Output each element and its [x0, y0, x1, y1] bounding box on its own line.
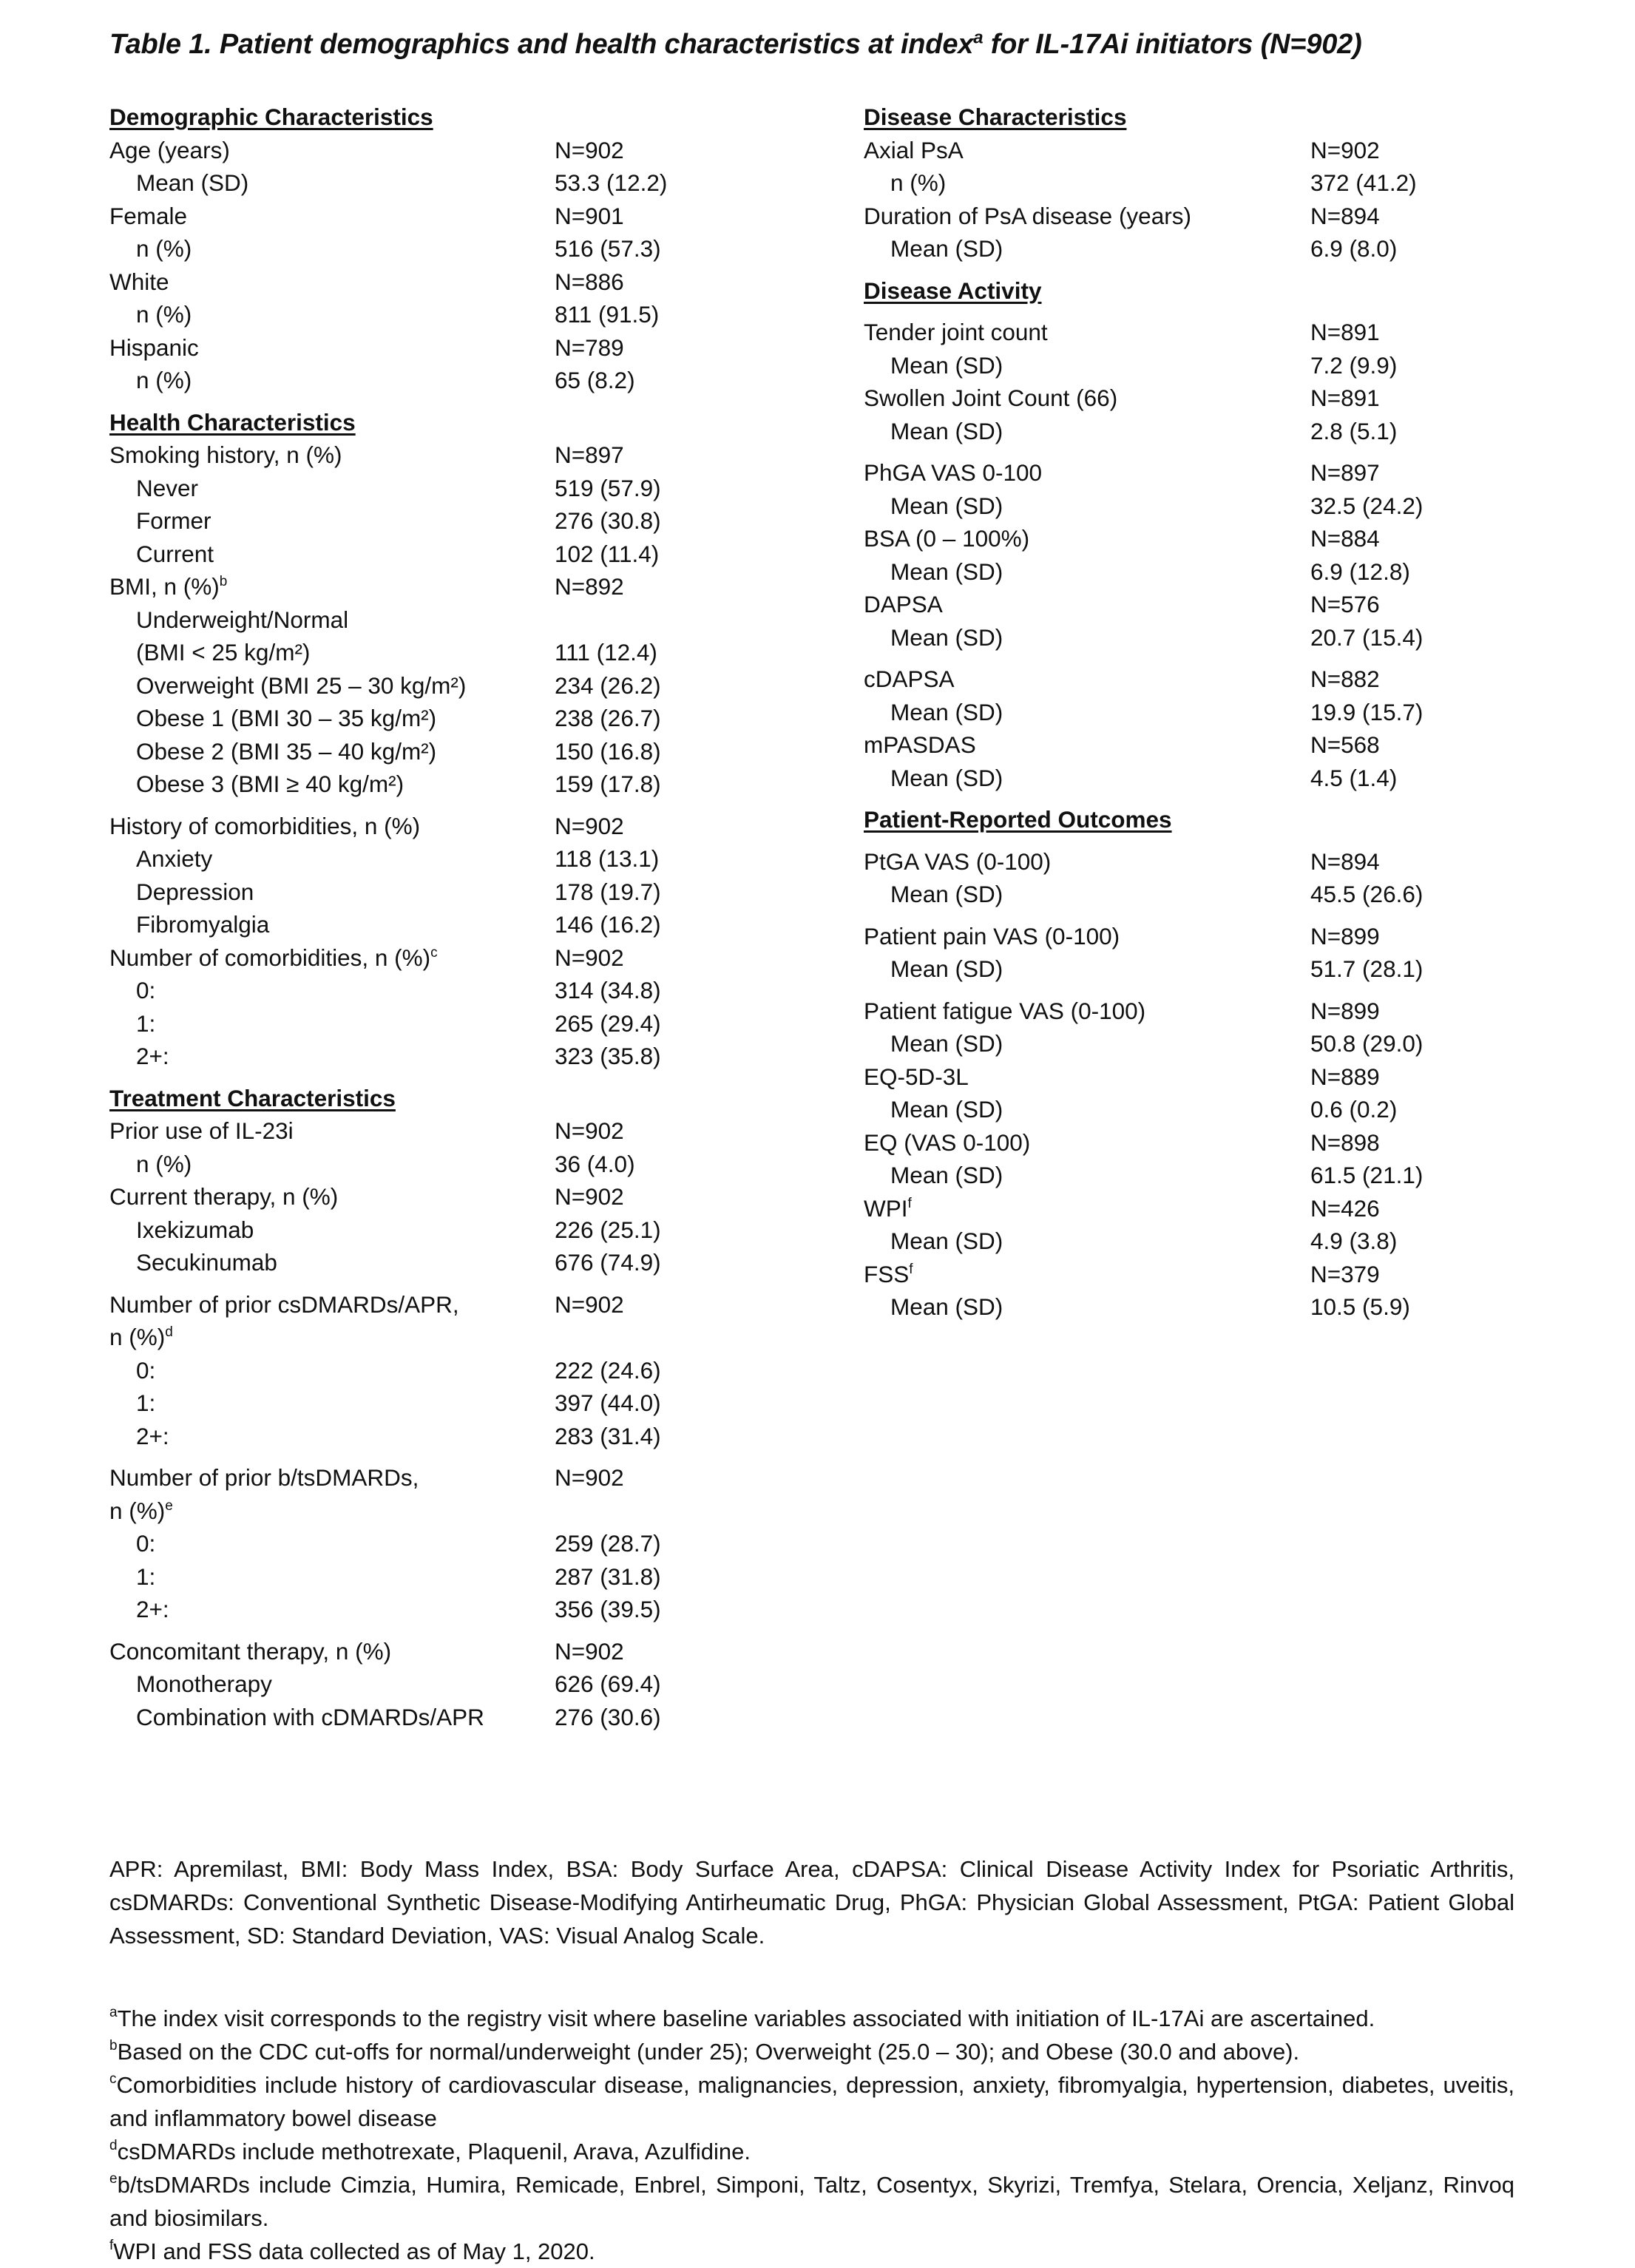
table-row: [864, 1093, 1603, 1126]
row-label: 2+:: [136, 1043, 169, 1069]
row-label: Number of prior b/tsDMARDs,: [109, 1464, 419, 1491]
footnote-text: Comorbidities include history of cardiovascular disease, malignancies, depression, anxiety, fibromyalgia, hypertension, diabetes, uveitis, and inflammatory bowel disease: [109, 2072, 1514, 2131]
table-row: [109, 1114, 849, 1148]
row-label: n (%): [136, 1150, 192, 1177]
row-label: Female: [109, 202, 188, 229]
row-label: Monotherapy: [136, 1670, 272, 1697]
footnote-text: The index visit corresponds to the registry visit where baseline variables associated with initiation of IL-17Ai are ascertained.: [117, 2005, 1375, 2031]
row-value: 276 (30.8): [555, 507, 661, 534]
footnote: [109, 2068, 1514, 2135]
table-row: [109, 134, 849, 167]
spacer: [864, 836, 1603, 845]
right-column: [864, 101, 1603, 1324]
row-value: N=884: [1310, 525, 1380, 552]
row-label: Smoking history, n (%): [109, 441, 342, 468]
row-label: Former: [136, 507, 211, 534]
row-value: 222 (24.6): [555, 1356, 661, 1384]
row-value: 45.5 (26.6): [1310, 881, 1424, 907]
spacer: [864, 911, 1603, 920]
row-label: 0:: [136, 1530, 156, 1557]
row-value: 226 (25.1): [555, 1216, 661, 1243]
section-heading: [864, 274, 1603, 308]
footnote: [109, 2135, 1514, 2168]
row-value: 397 (44.0): [555, 1389, 661, 1416]
table-row: [864, 456, 1603, 490]
section-heading-label: Demographic Characteristics: [109, 104, 433, 130]
table-row: [864, 952, 1603, 986]
row-label: Secukinumab: [136, 1249, 277, 1276]
footnote-text: Based on the CDC cut-offs for normal/underweight (under 25); Overweight (25.0 – 30); and Obese (30.0 and above).: [117, 2039, 1300, 2065]
row-value: N=902: [555, 1464, 624, 1491]
footnote-text: WPI and FSS data collected as of May 1, 2020.: [113, 2238, 595, 2264]
row-label: 1:: [136, 1009, 156, 1037]
row-value: 118 (13.1): [555, 845, 660, 872]
table-row: [864, 1159, 1603, 1192]
table-row: [109, 636, 849, 669]
table-row: [109, 669, 849, 703]
row-value: 150 (16.8): [555, 737, 661, 765]
title-main: Table 1. Patient demographics and health characteristics at index: [109, 29, 974, 60]
footnote-marker: f: [907, 1195, 912, 1211]
spacer: [109, 1279, 849, 1288]
table-row: [109, 603, 849, 637]
left-column: [109, 101, 849, 1733]
table-row: [864, 1027, 1603, 1060]
row-label: EQ-5D-3L: [864, 1063, 969, 1090]
footnotes: [109, 2002, 1514, 2268]
footnote: [109, 2002, 1514, 2035]
row-label: Mean (SD): [890, 1096, 1003, 1123]
row-label: Overweight (BMI 25 – 30 kg/m²): [136, 671, 467, 699]
footnote-marker: c: [430, 944, 438, 961]
row-value: N=902: [555, 944, 624, 971]
row-value: 356 (39.5): [555, 1596, 661, 1622]
table-row: [864, 490, 1603, 523]
row-value: 19.9 (15.7): [1310, 698, 1424, 725]
row-value: 10.5 (5.9): [1310, 1293, 1410, 1320]
table-row: [109, 1494, 849, 1528]
row-label: Mean (SD): [890, 1162, 1003, 1188]
row-value: 20.7 (15.4): [1310, 623, 1424, 651]
row-value: N=902: [555, 136, 624, 163]
spacer: [864, 986, 1603, 995]
row-label: Patient pain VAS (0-100): [864, 922, 1120, 949]
table-row: [109, 1246, 849, 1279]
row-label: 0:: [136, 977, 156, 1003]
section-heading-label: Disease Characteristics: [864, 104, 1127, 130]
row-value: N=889: [1310, 1063, 1380, 1090]
row-label: Number of comorbidities, n (%)$^c$: [109, 944, 438, 971]
row-label: Axial PsA: [864, 136, 964, 163]
row-value: 53.3 (12.2): [555, 169, 668, 196]
row-value: N=568: [1310, 731, 1380, 758]
table-row: [109, 538, 849, 571]
table-row: [864, 762, 1603, 795]
row-label: (BMI < 25 kg/m²): [136, 639, 311, 666]
table-row: [864, 200, 1603, 233]
table-row: [109, 702, 849, 735]
table-row: [109, 876, 849, 909]
table-row: [864, 232, 1603, 265]
table-row: [864, 134, 1603, 167]
spacer: [109, 1073, 849, 1082]
row-value: 102 (11.4): [555, 540, 660, 567]
footnote-marker: d: [109, 2138, 118, 2153]
row-label: DAPSA: [864, 591, 943, 617]
table-row: [109, 265, 849, 299]
table-row: [109, 1420, 849, 1453]
row-label: WPI$^f$: [864, 1194, 912, 1222]
row-value: 234 (26.2): [555, 671, 661, 699]
row-value: N=379: [1310, 1260, 1380, 1287]
row-label: Duration of PsA disease (years): [864, 202, 1191, 229]
section-heading-label: Disease Activity: [864, 277, 1042, 304]
row-label: History of comorbidities, n (%): [109, 812, 421, 839]
row-value: 159 (17.8): [555, 771, 661, 797]
row-value: N=894: [1310, 202, 1380, 229]
table-row: [864, 588, 1603, 621]
row-label: BSA (0 – 100%): [864, 525, 1030, 552]
row-label: BMI, n (%)$^b$: [109, 573, 228, 600]
row-value: N=897: [555, 441, 624, 468]
row-value: N=902: [555, 1117, 624, 1144]
row-label: Tender joint count: [864, 319, 1048, 345]
table-row: [109, 735, 849, 768]
row-label: Ixekizumab: [136, 1216, 254, 1243]
table-row: [109, 1668, 849, 1701]
row-value: 32.5 (24.2): [1310, 492, 1424, 519]
table-row: [109, 768, 849, 801]
row-label: FSS$^f$: [864, 1260, 913, 1287]
footnote-marker: f: [909, 1261, 913, 1277]
row-value: N=902: [1310, 136, 1380, 163]
row-value: 178 (19.7): [555, 878, 661, 905]
row-label: Obese 3 (BMI ≥ 40 kg/m²): [136, 771, 404, 797]
footnote-text: csDMARDs include methotrexate, Plaquenil, Arava, Azulfidine.: [117, 2139, 751, 2164]
row-label: Underweight/Normal: [136, 606, 349, 633]
row-value: 61.5 (21.1): [1310, 1162, 1424, 1188]
abbreviations-note: [109, 1852, 1514, 1952]
row-value: 283 (31.4): [555, 1422, 661, 1449]
table-row: [109, 232, 849, 265]
table-row: [109, 1635, 849, 1668]
row-label: Combination with cDMARDs/APR: [136, 1703, 484, 1730]
footnote-marker: e: [109, 2171, 118, 2187]
table-row: [109, 1701, 849, 1734]
row-label: Number of prior csDMARDs/APR,: [109, 1290, 459, 1318]
row-label: 1:: [136, 1389, 156, 1416]
row-label: n (%)$^d$: [109, 1324, 173, 1350]
row-label: Mean (SD): [890, 623, 1003, 651]
abbreviations-text: APR: Apremilast, BMI: Body Mass Index, BSA: Body Surface Area, cDAPSA: Clinical Disease Activity Index for Psoriatic Arthritis, csDMARDs: Conventional Synthetic Disease-Modifying Antirheumatic Drug, PhGA: Physician Global Assessment, PtGA: Patient Global Assessment, SD: Standard Deviation, VAS: Visual Analog Scale.: [109, 1856, 1514, 1949]
table-row: [109, 1288, 849, 1321]
table-row: [864, 1126, 1603, 1160]
row-value: N=902: [555, 812, 624, 839]
row-value: 238 (26.7): [555, 705, 661, 731]
spacer: [864, 307, 1603, 316]
row-value: 2.8 (5.1): [1310, 417, 1398, 444]
row-label: Depression: [136, 878, 254, 905]
row-label: Mean (SD): [890, 351, 1003, 379]
table-row: [864, 663, 1603, 696]
row-value: 65 (8.2): [555, 367, 635, 393]
row-label: Mean (SD): [890, 955, 1003, 982]
row-value: N=886: [555, 268, 624, 295]
table-row: [864, 1225, 1603, 1258]
row-value: 6.9 (8.0): [1310, 235, 1398, 262]
table-row: [109, 1321, 849, 1354]
spacer: [864, 265, 1603, 274]
table-row: [109, 1461, 849, 1494]
table-row: [864, 382, 1603, 415]
row-value: N=899: [1310, 997, 1380, 1024]
table-row: [864, 1258, 1603, 1291]
row-value: 626 (69.4): [555, 1670, 661, 1697]
spacer: [109, 1452, 849, 1461]
footnote-marker: b: [219, 574, 228, 589]
row-label: Current therapy, n (%): [109, 1183, 339, 1210]
row-value: 287 (31.8): [555, 1563, 661, 1590]
table-row: [864, 696, 1603, 729]
row-value: 111 (12.4): [555, 639, 657, 666]
table-row: [109, 842, 849, 876]
row-label: Mean (SD): [890, 764, 1003, 791]
row-value: N=789: [555, 334, 624, 361]
table-row: [109, 298, 849, 331]
row-label: Concomitant therapy, n (%): [109, 1637, 392, 1665]
row-value: N=894: [1310, 847, 1380, 875]
section-heading: [864, 803, 1603, 836]
row-label: Prior use of IL-23i: [109, 1117, 294, 1144]
table-row: [109, 570, 849, 603]
table-row: [864, 555, 1603, 589]
row-label: n (%): [136, 235, 192, 262]
row-label: Mean (SD): [890, 1293, 1003, 1320]
row-value: N=901: [555, 202, 624, 229]
table-row: [864, 995, 1603, 1028]
row-value: N=902: [555, 1637, 624, 1665]
table-row: [109, 1040, 849, 1073]
table-row: [864, 1060, 1603, 1094]
section-heading-label: Treatment Characteristics: [109, 1084, 396, 1111]
table-row: [109, 1354, 849, 1387]
table-row: [864, 728, 1603, 762]
row-value: 50.8 (29.0): [1310, 1030, 1424, 1057]
row-label: Mean (SD): [890, 235, 1003, 262]
spacer: [864, 794, 1603, 803]
row-label: Hispanic: [109, 334, 199, 361]
table-row: [109, 1387, 849, 1420]
row-label: 2+:: [136, 1422, 169, 1449]
row-value: 519 (57.9): [555, 474, 661, 501]
row-value: 4.5 (1.4): [1310, 764, 1398, 791]
row-label: Obese 2 (BMI 35 – 40 kg/m²): [136, 737, 437, 765]
row-label: Fibromyalgia: [136, 911, 270, 938]
table-row: [109, 200, 849, 233]
row-value: 4.9 (3.8): [1310, 1228, 1398, 1254]
table-row: [864, 166, 1603, 200]
row-value: N=882: [1310, 666, 1380, 692]
row-label: Mean (SD): [890, 1030, 1003, 1057]
row-value: 516 (57.3): [555, 235, 661, 262]
row-label: Mean (SD): [136, 169, 249, 196]
row-label: 0:: [136, 1356, 156, 1384]
row-value: 372 (41.2): [1310, 169, 1417, 196]
row-label: Swollen Joint Count (66): [864, 385, 1118, 411]
row-label: n (%): [890, 169, 947, 196]
row-value: N=897: [1310, 459, 1380, 486]
footnote: [109, 2035, 1514, 2068]
table-row: [109, 439, 849, 472]
row-value: N=898: [1310, 1128, 1380, 1156]
footnote-marker: b: [109, 2038, 118, 2054]
table-row: [109, 1593, 849, 1626]
row-label: n (%): [136, 301, 192, 328]
table-row: [109, 166, 849, 200]
row-value: N=426: [1310, 1194, 1380, 1222]
table-row: [109, 974, 849, 1007]
table-row: [109, 1007, 849, 1040]
title-superscript: a: [973, 27, 984, 48]
table-row: [864, 920, 1603, 953]
row-label: cDAPSA: [864, 666, 955, 692]
row-value: N=892: [555, 573, 624, 600]
row-label: EQ (VAS 0-100): [864, 1128, 1031, 1156]
row-label: Current: [136, 540, 214, 567]
row-label: White: [109, 268, 169, 295]
row-label: Age (years): [109, 136, 230, 163]
row-value: 676 (74.9): [555, 1249, 661, 1276]
footnote-text: b/tsDMARDs include Cimzia, Humira, Remicade, Enbrel, Simponi, Taltz, Cosentyx, Skyrizi, Tremfya, Stelara, Orencia, Xeljanz, Rinvoq and biosimilars.: [109, 2172, 1514, 2231]
row-value: 314 (34.8): [555, 977, 661, 1003]
row-value: 265 (29.4): [555, 1009, 661, 1037]
table-row: [109, 1180, 849, 1213]
table-row: [864, 878, 1603, 911]
row-label: Mean (SD): [890, 558, 1003, 585]
table-row: [109, 1560, 849, 1594]
footnote-marker: c: [109, 2071, 117, 2087]
section-heading: [864, 101, 1603, 134]
row-label: Anxiety: [136, 845, 213, 872]
table-row: [109, 504, 849, 538]
row-label: PtGA VAS (0-100): [864, 847, 1052, 875]
row-label: Mean (SD): [890, 1228, 1003, 1254]
table-row: [109, 1213, 849, 1247]
spacer: [109, 801, 849, 810]
footnote-marker: f: [109, 2238, 114, 2253]
row-value: 323 (35.8): [555, 1043, 661, 1069]
table-row: [109, 331, 849, 365]
table-row: [109, 364, 849, 397]
row-label: Mean (SD): [890, 881, 1003, 907]
row-value: 6.9 (12.8): [1310, 558, 1410, 585]
row-value: 7.2 (9.9): [1310, 351, 1398, 379]
spacer: [109, 397, 849, 406]
table-row: [109, 908, 849, 941]
row-label: n (%)$^e$: [109, 1497, 173, 1524]
footnote: [109, 2235, 1514, 2268]
footnote-marker: a: [109, 2005, 118, 2020]
table-row: [864, 522, 1603, 555]
row-label: 2+:: [136, 1596, 169, 1622]
row-label: Mean (SD): [890, 698, 1003, 725]
spacer: [864, 654, 1603, 663]
spacer: [109, 1626, 849, 1635]
row-value: N=902: [555, 1183, 624, 1210]
table-row: [109, 472, 849, 505]
table-row: [864, 845, 1603, 879]
row-label: Patient fatigue VAS (0-100): [864, 997, 1146, 1024]
table-row: [864, 415, 1603, 448]
row-label: PhGA VAS 0-100: [864, 459, 1043, 486]
row-value: 51.7 (28.1): [1310, 955, 1424, 982]
row-label: n (%): [136, 367, 192, 393]
section-heading: [109, 406, 849, 439]
table-row: [109, 1148, 849, 1181]
row-value: N=891: [1310, 319, 1380, 345]
table-row: [864, 349, 1603, 382]
table-row: [109, 1527, 849, 1560]
table-row: [864, 1290, 1603, 1324]
table-row: [864, 316, 1603, 349]
row-value: 259 (28.7): [555, 1530, 661, 1557]
row-value: 36 (4.0): [555, 1150, 635, 1177]
row-value: 146 (16.2): [555, 911, 661, 938]
table-row: [109, 810, 849, 843]
row-label: Obese 1 (BMI 30 – 35 kg/m²): [136, 705, 437, 731]
section-heading-label: Health Characteristics: [109, 408, 356, 436]
row-label: 1:: [136, 1563, 156, 1590]
section-heading: [109, 1082, 849, 1115]
footnote: [109, 2168, 1514, 2235]
table-row: [864, 621, 1603, 654]
footnote-marker: d: [165, 1324, 173, 1340]
table-row: [864, 1192, 1603, 1225]
row-label: Mean (SD): [890, 417, 1003, 444]
table-title: [109, 25, 1574, 64]
table-row: [109, 941, 849, 975]
row-value: N=576: [1310, 591, 1380, 617]
row-value: 0.6 (0.2): [1310, 1096, 1398, 1123]
section-heading-label: Patient-Reported Outcomes: [864, 806, 1172, 833]
row-value: 811 (91.5): [555, 301, 660, 328]
footnote-marker: e: [165, 1497, 173, 1514]
row-label: Mean (SD): [890, 492, 1003, 519]
row-label: Never: [136, 474, 199, 501]
row-value: N=902: [555, 1290, 624, 1318]
row-label: mPASDAS: [864, 731, 976, 758]
row-value: N=891: [1310, 385, 1380, 411]
spacer: [864, 447, 1603, 456]
row-value: N=899: [1310, 922, 1380, 949]
title-rest: for IL-17Ai initiators (N=902): [983, 29, 1362, 60]
row-value: 276 (30.6): [555, 1703, 661, 1730]
section-heading: [109, 101, 849, 134]
